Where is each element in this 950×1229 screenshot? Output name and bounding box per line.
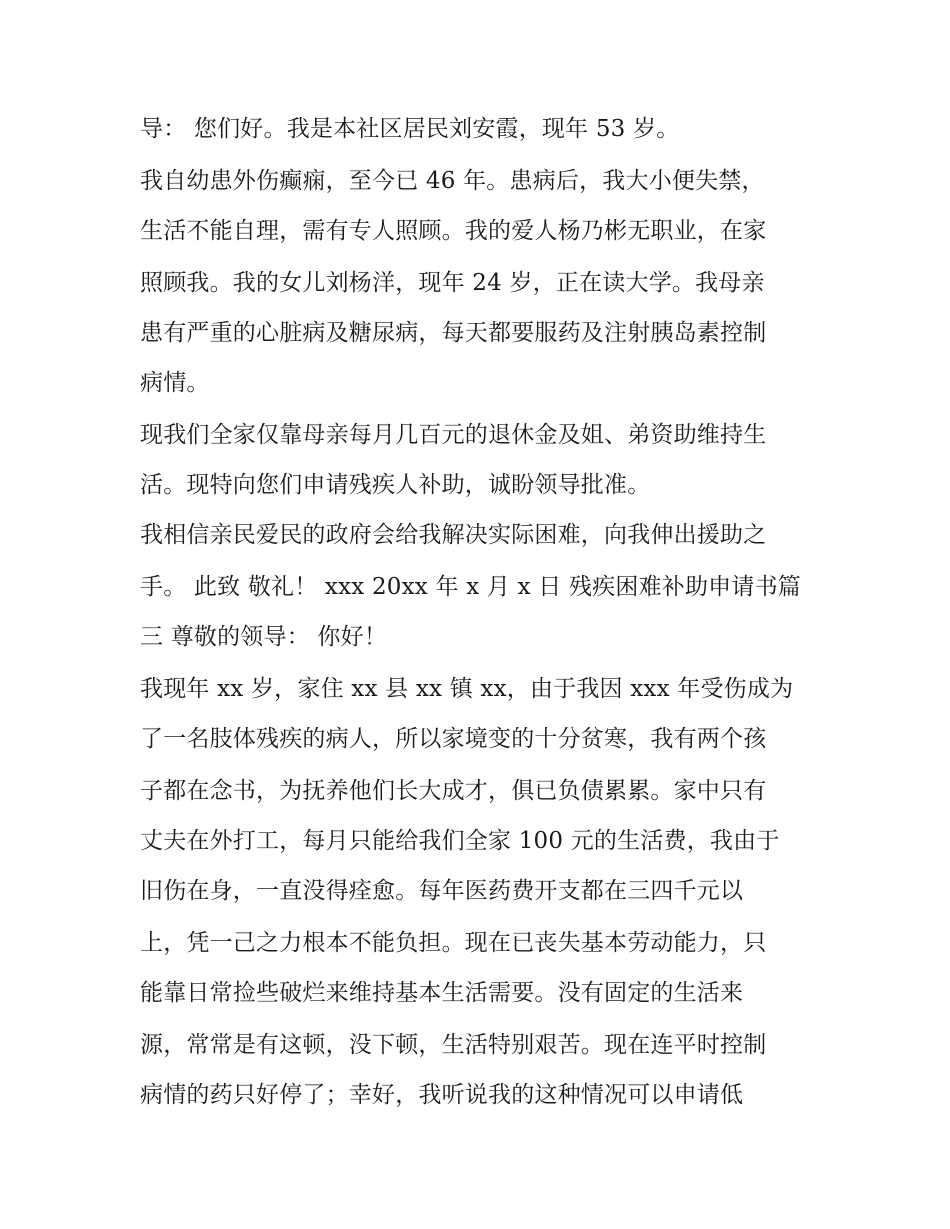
text-line: 我相信亲民爱民的政府会给我解决实际困难，向我伸出援助之 [140, 522, 767, 548]
text-line: 子都在念书，为抚养他们长大成才，俱已负债累累。家中只有 [140, 778, 767, 804]
text-line: 我自幼患外伤癫痫，至今已 46 年。患病后，我大小便失禁， [140, 168, 765, 194]
text-line: 旧伤在身，一直没得痊愈。每年医药费开支都在三四千元以 [140, 878, 744, 904]
text-line: 上，凭一己之力根本不能负担。现在已丧失基本劳动能力，只 [140, 930, 767, 956]
text-line: 生活不能自理，需有专人照顾。我的爱人杨乃彬无职业，在家 [140, 218, 767, 244]
text-line: 我现年 xx 岁，家住 xx 县 xx 镇 xx，由于我因 xxx 年受伤成为 [140, 676, 794, 702]
text-line: 能靠日常捡些破烂来维持基本生活需要。没有固定的生活来 [140, 980, 744, 1006]
text-line: 现我们全家仅靠母亲每月几百元的退休金及姐、弟资助维持生 [140, 422, 767, 448]
text-line: 导： 您们好。我是本社区居民刘安霞，现年 53 岁。 [140, 116, 680, 142]
text-line: 照顾我。我的女儿刘杨洋，现年 24 岁，正在读大学。我母亲 [140, 270, 765, 296]
text-line: 病情。 [140, 370, 210, 396]
text-line: 手。 此致 敬礼！ xxx 20xx 年 x 月 x 日 残疾困难补助申请书篇 [140, 574, 801, 600]
text-line: 源，常常是有这顿，没下顿，生活特别艰苦。现在连平时控制 [140, 1032, 767, 1058]
text-line: 了一名肢体残疾的病人，所以家境变的十分贫寒，我有两个孩 [140, 726, 767, 752]
text-line: 病情的药只好停了；幸好，我听说我的这种情况可以申请低 [140, 1082, 744, 1108]
text-line: 活。现特向您们申请残疾人补助，诚盼领导批准。 [140, 472, 651, 498]
text-line: 三 尊敬的领导： 你好！ [140, 624, 388, 650]
text-line: 丈夫在外打工，每月只能给我们全家 100 元的生活费，我由于 [140, 828, 780, 854]
text-line: 患有严重的心脏病及糖尿病，每天都要服药及注射胰岛素控制 [140, 320, 767, 346]
